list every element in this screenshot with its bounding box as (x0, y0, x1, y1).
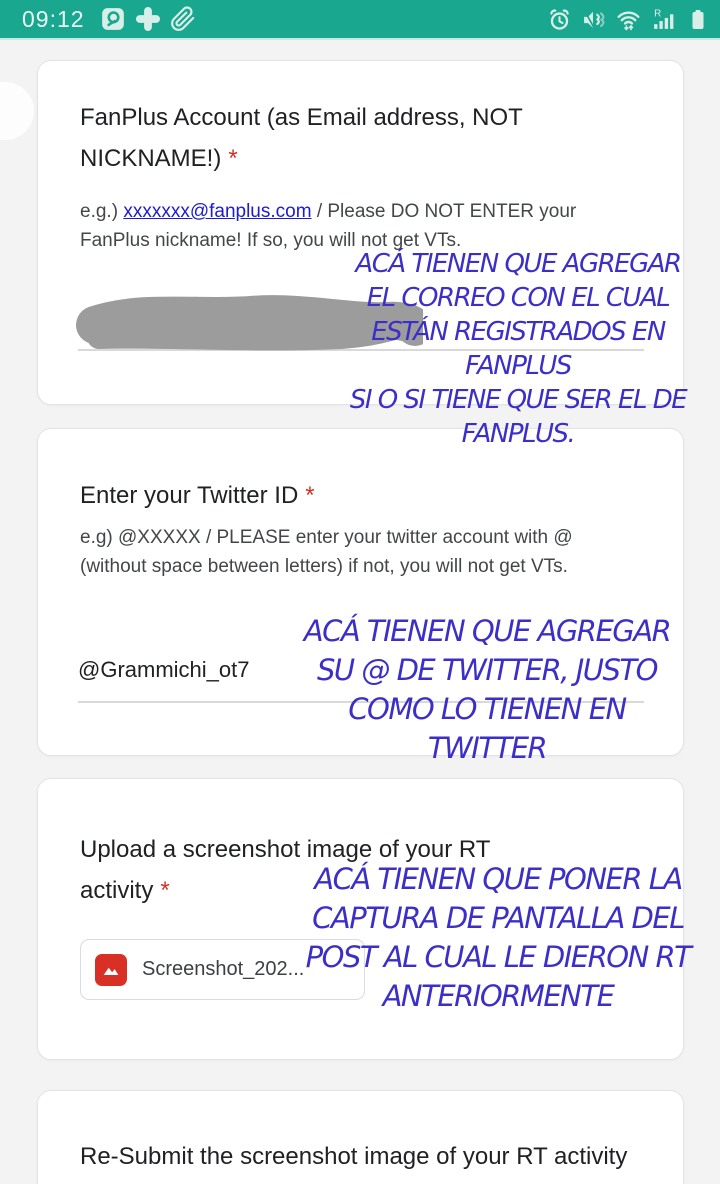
twitter-id-answer[interactable]: @Grammichi_ot7 (78, 657, 250, 682)
edge-panel-handle (0, 82, 34, 140)
question-title (80, 97, 620, 179)
required-asterisk: * (160, 877, 170, 904)
fanplus-email-link[interactable]: xxxxxxx@fanplus.com (123, 201, 312, 222)
required-asterisk: * (305, 482, 315, 509)
helper-prefix: e.g.) (80, 201, 124, 222)
battery-icon (686, 7, 710, 32)
annotation-fanplus-note (318, 247, 718, 451)
plus-notification-icon (135, 6, 161, 32)
annotation-line: SU @ DE TWITTER, JUSTO (317, 653, 657, 687)
annotation-line: TWITTER (427, 731, 547, 765)
gallery-notification-icon (100, 6, 126, 32)
annotation-line: EL CORREO CON EL CUAL (366, 283, 670, 313)
annotation-screenshot-note (286, 860, 710, 1016)
annotation-line: ACÁ TIENEN QUE AGREGAR (303, 614, 671, 648)
wifi-icon (615, 7, 642, 32)
clock-text: 09:12 (22, 5, 85, 32)
annotation-line: COMO LO TIENEN EN (348, 692, 626, 726)
question-title-text: Enter your Twitter ID (80, 482, 299, 509)
annotation-line: ESTÁN REGISTRADOS EN (371, 317, 665, 347)
image-file-icon (95, 954, 127, 986)
status-bar-right (547, 7, 710, 32)
annotation-twitter-note (262, 612, 712, 768)
uploaded-file-name: Screenshot_202... (142, 958, 305, 980)
question-helper: e.g) @XXXXX / PLEASE enter your twitter account with @ (without space between letters) if not, you will not get VTs. (80, 527, 573, 577)
annotation-line: ACÁ TIENEN QUE PONER LA (314, 862, 682, 896)
question-card-resubmit-screenshot (37, 1090, 684, 1184)
vibrate-mute-icon (581, 7, 606, 32)
required-asterisk: * (228, 145, 238, 172)
annotation-line: FANPLUS (465, 351, 571, 381)
annotation-line: FANPLUS. (461, 419, 575, 449)
annotation-line: SI O SI TIENE QUE SER EL DE (349, 385, 687, 415)
alarm-icon (547, 7, 572, 32)
status-bar-left (22, 6, 196, 33)
annotation-line: ACÁ TIENEN QUE AGREGAR (355, 249, 681, 279)
annotation-line: ANTERIORMENTE (382, 979, 614, 1013)
question-title: Re-Submit the screenshot image of your RT activity (80, 1143, 628, 1170)
question-title-text: FanPlus Account (as Email address, NOT NICKNAME!) (80, 104, 523, 172)
helper-suffix: / Please DO NOT ENTER your FanPlus nickname! If so, you will not get VTs. (80, 201, 577, 251)
question-title-text: Upload a screenshot image of your RT activity (80, 836, 491, 904)
paperclip-notification-icon (170, 6, 196, 32)
status-bar (0, 0, 720, 40)
question-title (80, 475, 640, 516)
annotation-line: POST AL CUAL LE DIERON RT (305, 940, 691, 974)
annotation-line: CAPTURA DE PANTALLA DEL (312, 901, 684, 935)
roaming-letter: R (654, 7, 662, 19)
signal-roaming-icon (651, 7, 677, 32)
